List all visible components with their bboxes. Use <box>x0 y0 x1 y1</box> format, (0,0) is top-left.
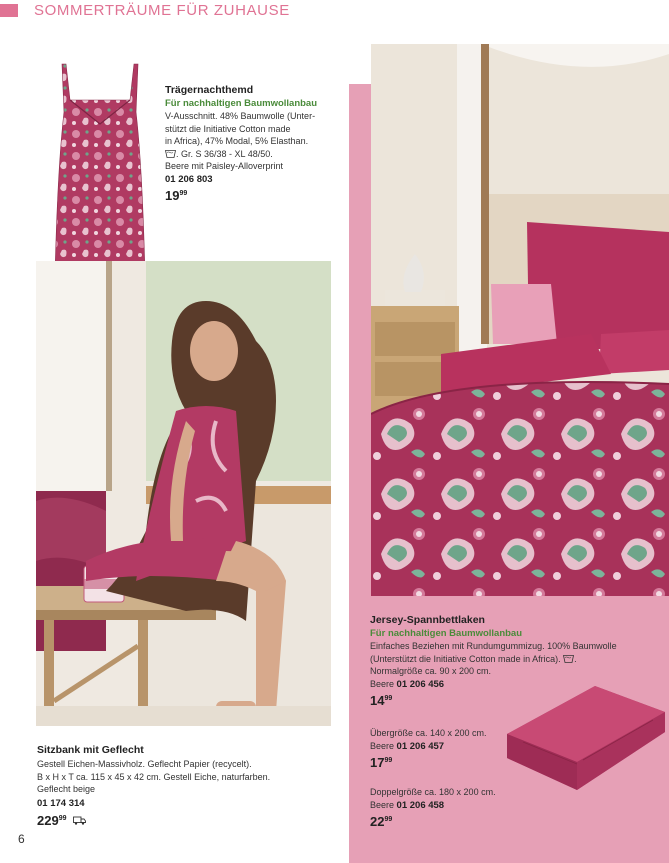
variant-line: Beere 01 206 457 <box>370 740 445 752</box>
color-line: Beere mit Paisley-Alloverprint <box>165 161 284 171</box>
desc-line: B x H x T ca. 115 x 45 x 42 cm. Gestell Eiche, naturfarben. <box>37 771 271 782</box>
bench-info <box>37 744 337 828</box>
washing-icon <box>563 654 574 663</box>
nightdress-info <box>165 84 345 203</box>
sheet-variant-oversize <box>370 727 520 770</box>
desc-line: Einfaches Beziehen mit Rundumgummizug. 100% Baumwolle <box>370 641 617 651</box>
article-number: 01 206 803 <box>165 173 213 185</box>
desc-line-with-icon: (Unterstützt die Initiative Cotton made in Africa). . <box>370 653 577 664</box>
desc-line: stützt die Initiative Cotton made <box>165 123 291 134</box>
variant-size: Doppelgröße ca. 180 x 200 cm. <box>370 787 496 797</box>
price: $229^{99}$ <box>37 813 337 828</box>
desc-line: in Africa), 47% Modal, 5% Elasthan. <box>165 136 309 146</box>
header-accent-bar <box>0 4 18 17</box>
price: $14^{99}$ <box>370 693 393 708</box>
desc-line: V-Ausschnitt. 48% Baumwolle (Unter- <box>165 111 316 121</box>
product-title: Trägernachthemd <box>165 84 254 96</box>
page-number: 6 <box>18 832 25 846</box>
product-title: Sitzbank mit Geflecht <box>37 744 144 756</box>
article-number: 01 174 314 <box>37 797 85 809</box>
washing-icon <box>165 149 176 158</box>
desc-line: Geflecht beige <box>37 784 96 794</box>
price: $19^{99}$ <box>165 187 188 203</box>
desc-line: Gestell Eichen-Massivholz. Geflecht Papier (recycelt). <box>37 759 252 769</box>
eco-label: Für nachhaltigen Baumwollanbau <box>165 98 318 109</box>
variant-line: Beere 01 206 458 <box>370 799 445 811</box>
fitted-sheet-image[interactable] <box>503 682 667 794</box>
sheet-variant-double <box>370 786 520 829</box>
article-number: 01 206 456 <box>396 678 445 690</box>
truck-icon <box>73 816 86 825</box>
variant-size: Übergröße ca. 140 x 200 cm. <box>370 728 487 738</box>
product-title: Jersey-Spannbettlaken <box>370 614 485 626</box>
bedroom-photo <box>371 44 669 596</box>
variant-line: Beere 01 206 456 <box>370 678 445 690</box>
eco-label: Für nachhaltigen Baumwollanbau <box>370 628 523 639</box>
price: $17^{99}$ <box>370 755 393 770</box>
woman-on-bench-photo <box>36 261 331 726</box>
desc-line: Normalgröße ca. 90 x 200 cm. <box>370 666 492 676</box>
price: $22^{99}$ <box>370 814 393 829</box>
article-number: 01 206 458 <box>396 799 445 811</box>
page-title: SOMMERTRÄUME FÜR ZUHAUSE <box>34 2 290 19</box>
article-number: 01 206 457 <box>396 740 445 752</box>
desc-line-with-icon: . Gr. S 36/38 - XL 48/50. <box>165 148 345 161</box>
